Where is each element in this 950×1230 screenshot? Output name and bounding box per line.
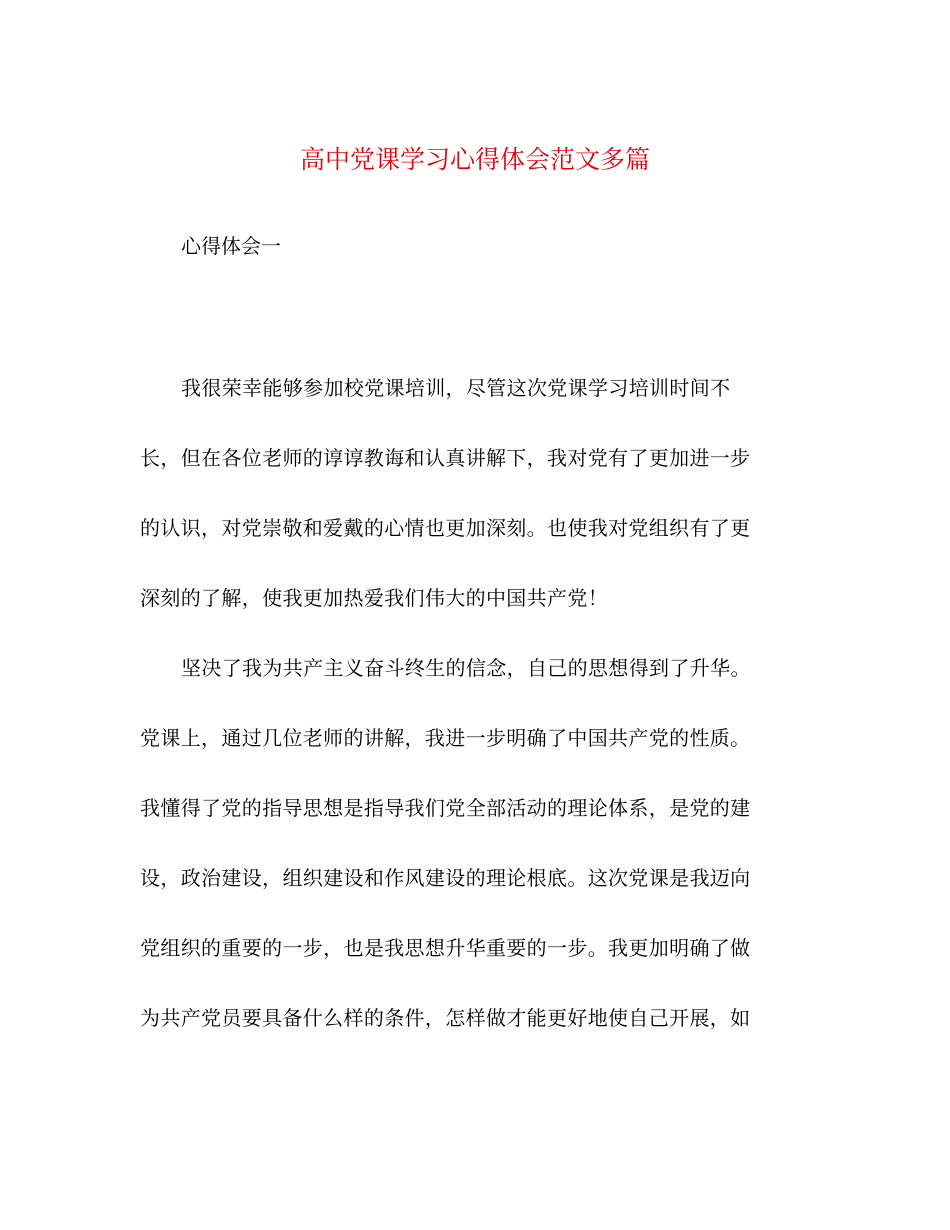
paragraph-line: 党课上，通过几位老师的讲解，我进一步明确了中国共产党的性质。: [140, 726, 751, 750]
paragraph-line: 深刻的了解，使我更加热爱我们伟大的中国共产党！: [140, 586, 609, 610]
paragraph-line: 我很荣幸能够参加校党课培训，尽管这次党课学习培训时间不: [181, 376, 731, 400]
paragraph-line: 为共产党员要具备什么样的条件，怎样做才能更好地使自己开展，如: [140, 1006, 751, 1030]
paragraph-line: 长，但在各位老师的谆谆教诲和认真讲解下，我对党有了更加进一步: [140, 446, 751, 470]
paragraph-line: 设，政治建设，组织建设和作风建设的理论根底。这次党课是我迈向: [140, 866, 751, 890]
paragraph-line: 党组织的重要的一步，也是我思想升华重要的一步。我更加明确了做: [140, 936, 751, 960]
paragraph-line: 我懂得了党的指导思想是指导我们党全部活动的理论体系，是党的建: [140, 796, 751, 820]
document-title: 高中党课学习心得体会范文多篇: [299, 145, 650, 174]
section-heading: 心得体会一: [181, 234, 281, 258]
paragraph-line: 的认识，对党崇敬和爱戴的心情也更加深刻。也使我对党组织有了更: [140, 516, 751, 540]
paragraph-line: 坚决了我为共产主义奋斗终生的信念，自己的思想得到了升华。: [181, 656, 751, 680]
